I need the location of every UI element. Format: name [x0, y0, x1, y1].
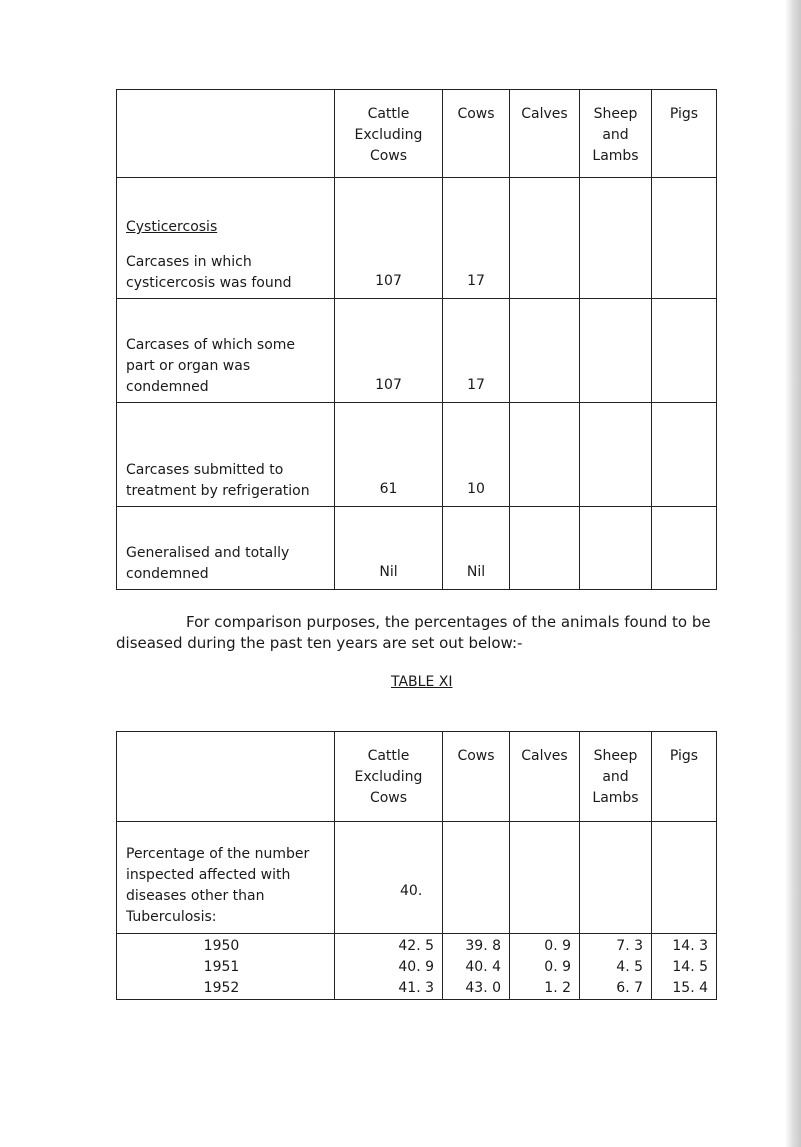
cell-sheep	[580, 507, 652, 590]
header-calves: Calves	[510, 90, 580, 178]
row-label: Carcases of which some part or organ was condemned	[117, 299, 335, 403]
header-blank	[117, 90, 335, 178]
year-cell: 1950 1951 1952	[117, 934, 335, 1000]
cell-cows: 10	[443, 403, 510, 507]
header-pigs: Pigs	[652, 732, 717, 822]
cell-sheep	[580, 178, 652, 299]
header-calves: Calves	[510, 732, 580, 822]
header-pigs: Pigs	[652, 90, 717, 178]
header-sheep: Sheep and Lambs	[580, 732, 652, 822]
cell-sheep	[580, 403, 652, 507]
cell-pigs	[652, 299, 717, 403]
percentage-table	[116, 731, 717, 1000]
cell-cattle: 107	[335, 299, 443, 403]
cell-cattle: Nil	[335, 507, 443, 590]
cell-sheep	[580, 822, 652, 934]
cell-calves: 0. 9 0. 9 1. 2	[510, 934, 580, 1000]
header-cows: Cows	[443, 90, 510, 178]
cell-pigs	[652, 507, 717, 590]
page-number: 40.	[400, 883, 423, 899]
table-row	[117, 403, 717, 507]
cell-cows: 17	[443, 178, 510, 299]
table-header-row	[117, 732, 717, 822]
cell-pigs: 14. 3 14. 5 15. 4	[652, 934, 717, 1000]
row-label: Percentage of the number inspected affected with diseases other than Tuberculosis:	[117, 822, 335, 934]
cell-calves	[510, 822, 580, 934]
table-row	[117, 178, 717, 299]
header-cattle: Cattle Excluding Cows	[335, 732, 443, 822]
table-header-row	[117, 90, 717, 178]
table-row	[117, 934, 717, 1000]
cell-pigs	[652, 403, 717, 507]
header-cattle: Cattle Excluding Cows	[335, 90, 443, 178]
cell-cows: 17	[443, 299, 510, 403]
table-title: TABLE XI	[391, 674, 453, 690]
cell-calves	[510, 403, 580, 507]
cell-pigs	[652, 822, 717, 934]
table-row	[117, 507, 717, 590]
comparison-paragraph: For comparison purposes, the percentages of the animals found to be diseased during the past ten years are set out below:-	[116, 613, 711, 652]
section-heading: Cysticercosis	[126, 219, 218, 235]
cell-cows	[443, 822, 510, 934]
cell-cattle: 107	[335, 178, 443, 299]
cell-calves	[510, 178, 580, 299]
header-cows: Cows	[443, 732, 510, 822]
row-label: Carcases submitted to treatment by refrigeration	[117, 403, 335, 507]
row-label: Generalised and totally condemned	[117, 507, 335, 590]
cell-cattle: 42. 5 40. 9 41. 3	[335, 934, 443, 1000]
cell-calves	[510, 507, 580, 590]
header-sheep: Sheep and Lambs	[580, 90, 652, 178]
cell-pigs	[652, 178, 717, 299]
page-edge-shadow	[785, 0, 801, 1147]
cell-sheep	[580, 299, 652, 403]
cell-sheep: 7. 3 4. 5 6. 7	[580, 934, 652, 1000]
cell-cattle	[335, 822, 443, 934]
row-label: Cysticercosis Carcases in which cysticercosis was found	[117, 178, 335, 299]
table-row	[117, 299, 717, 403]
cell-calves	[510, 299, 580, 403]
cell-cattle: 61	[335, 403, 443, 507]
header-blank	[117, 732, 335, 822]
cell-cows: Nil	[443, 507, 510, 590]
cysticercosis-table	[116, 89, 717, 590]
cell-cows: 39. 8 40. 4 43. 0	[443, 934, 510, 1000]
table-row	[117, 822, 717, 934]
